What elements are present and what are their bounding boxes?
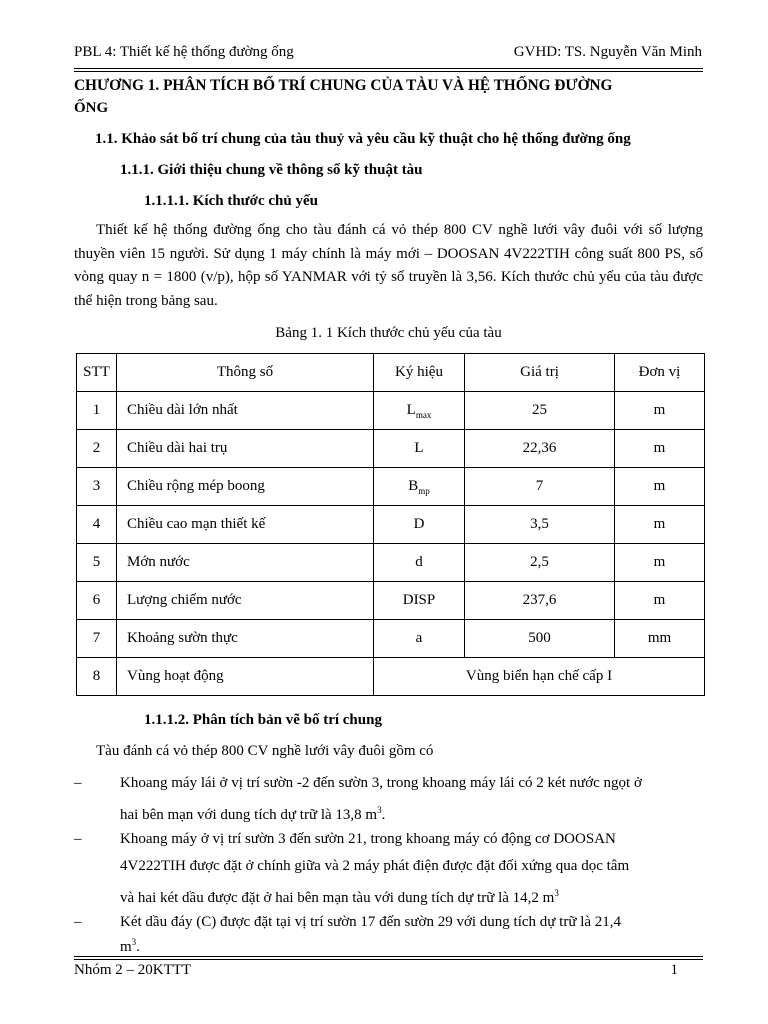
list-dash: – <box>74 831 82 847</box>
stt-cell: 7 <box>77 620 117 658</box>
value-cell: 500 <box>465 620 615 658</box>
list-item-line: Khoang máy ở vị trí sườn 3 đến sườn 21, trong khoang máy có động cơ DOOSAN <box>120 831 616 847</box>
list-item-line-2: 4V222TIH được đặt ở chính giữa và 2 máy phát điện được đặt đối xứng qua dọc tâm <box>120 858 630 874</box>
header-instructor: GVHD: TS. Nguyễn Văn Minh <box>513 44 702 60</box>
list-item <box>74 909 703 963</box>
param-cell: Chiều rộng mép boong <box>117 468 374 506</box>
param-cell: Lượng chiếm nước <box>117 582 374 620</box>
unit-cell: m <box>615 430 705 468</box>
value-cell: 22,36 <box>465 430 615 468</box>
table-caption: Bảng 1. 1 Kích thước chủ yếu của tàu <box>275 325 502 341</box>
list-item-text: và hai két dầu được đặt ở hai bên mạn tàu với dung tích dự trữ là 14,2 m <box>120 890 555 906</box>
section-1-1-1-heading: 1.1.1. Giới thiệu chung về thông số kỹ thuật tàu <box>120 162 423 178</box>
section-1-1-1-1-heading: 1.1.1.1. Kích thước chủ yếu <box>144 193 318 209</box>
table-row <box>77 392 705 430</box>
list-item <box>74 770 703 824</box>
stt-cell: 3 <box>77 468 117 506</box>
chapter-title-line1: CHƯƠNG 1. PHÂN TÍCH BỐ TRÍ CHUNG CỦA TÀU VÀ HỆ THỐNG ĐƯỜNG <box>74 77 613 94</box>
unit-cell: m <box>615 544 705 582</box>
param-cell: Mớn nước <box>117 544 374 582</box>
superscript: 3 <box>131 937 137 947</box>
symbol-subscript: mp <box>418 485 430 496</box>
section-1-1-heading: 1.1. Khảo sát bố trí chung của tàu thuỷ và yêu cầu kỹ thuật cho hệ thống đường ống <box>95 131 631 147</box>
list-item <box>74 826 703 907</box>
layout-intro: Tàu đánh cá vỏ thép 800 CV nghề lưới vây đuôi gồm có <box>96 743 434 759</box>
stt-cell: 2 <box>77 430 117 468</box>
value-cell: 7 <box>465 468 615 506</box>
page-header <box>74 44 702 68</box>
header-course: PBL 4: Thiết kế hệ thống đường ống <box>74 44 294 60</box>
symbol-cell: DISP <box>374 582 465 620</box>
unit-cell: m <box>615 392 705 430</box>
page-number: 1 <box>670 962 678 978</box>
value-cell: 2,5 <box>465 544 615 582</box>
param-cell: Khoảng sườn thực <box>117 620 374 658</box>
unit-cell: m <box>615 582 705 620</box>
stt-cell: 1 <box>77 392 117 430</box>
table-row <box>77 468 705 506</box>
table-row <box>77 620 705 658</box>
symbol-cell <box>374 392 465 430</box>
unit-cell: mm <box>615 620 705 658</box>
param-cell: Chiều dài hai trụ <box>117 430 374 468</box>
header-cell: Thông số <box>117 354 374 392</box>
list-item-line: Két dầu đáy (C) được đặt tại vị trí sườn 17 đến sườn 29 với dung tích dự trữ là 21,4 <box>120 914 622 930</box>
list-dash: – <box>74 914 82 930</box>
list-item-text: hai bên mạn với dung tích dự trữ là 13,8 m <box>120 807 378 823</box>
param-cell: Vùng hoạt động <box>117 658 374 696</box>
value-cell: 237,6 <box>465 582 615 620</box>
dimensions-table <box>76 353 705 696</box>
symbol-cell: a <box>374 620 465 658</box>
header-cell: Ký hiệu <box>374 354 465 392</box>
section-1-1-1-2-heading: 1.1.1.2. Phân tích bản vẽ bố trí chung <box>144 712 382 728</box>
footer-divider <box>74 956 703 957</box>
param-cell: Chiều dài lớn nhất <box>117 392 374 430</box>
header-divider-double <box>74 71 703 72</box>
table-row <box>77 506 705 544</box>
table-row <box>77 430 705 468</box>
list-item-tail: . <box>381 807 386 823</box>
unit-cell: m <box>615 468 705 506</box>
footer-group: Nhóm 2 – 20KTTT <box>74 962 192 978</box>
table-row <box>77 658 705 696</box>
stt-cell: 5 <box>77 544 117 582</box>
table-row <box>77 544 705 582</box>
list-item-line-2 <box>120 797 702 829</box>
header-cell: Giá trị <box>465 354 615 392</box>
table-header-row <box>77 354 705 392</box>
header-divider <box>74 68 703 69</box>
symbol-subscript: max <box>415 409 432 420</box>
stt-cell: 8 <box>77 658 117 696</box>
header-cell: STT <box>77 354 117 392</box>
symbol-text: B <box>408 477 419 494</box>
value-cell: 25 <box>465 392 615 430</box>
header-cell: Đơn vị <box>615 354 705 392</box>
list-item-tail: . <box>136 939 140 955</box>
list-item-line-3 <box>120 880 702 912</box>
list-item-text: m <box>120 939 132 955</box>
symbol-cell: D <box>374 506 465 544</box>
list-dash: – <box>74 775 82 791</box>
footer-divider-double <box>74 959 703 960</box>
stt-cell: 6 <box>77 582 117 620</box>
symbol-cell <box>374 468 465 506</box>
symbol-text: L <box>406 401 416 418</box>
superscript: 3 <box>377 805 382 815</box>
value-cell: 3,5 <box>465 506 615 544</box>
symbol-cell: L <box>374 430 465 468</box>
page-footer <box>74 962 678 979</box>
merged-value-cell: Vùng biển hạn chế cấp I <box>374 658 705 696</box>
table-row <box>77 582 705 620</box>
param-cell: Chiều cao mạn thiết kế <box>117 506 374 544</box>
unit-cell: m <box>615 506 705 544</box>
list-item-line: Khoang máy lái ở vị trí sườn -2 đến sườn 3, trong khoang máy lái có 2 két nước ngọt ở <box>120 775 642 791</box>
superscript: 3 <box>554 888 559 898</box>
stt-cell: 4 <box>77 506 117 544</box>
intro-paragraph: Thiết kế hệ thống đường ống cho tàu đánh cá vỏ thép 800 CV nghề lưới vây đuôi với số lượng thuyền viên 15 người. Sử dụng 1 máy chính là máy mới – DOOSAN 4V222TIH công suất 800 PS, số vòng quay n = 1800 (v/p), hộp số YANMAR với tỷ số truyền là 3,56. Kích thước chủ yếu của tàu được thể hiện trong bảng sau. <box>74 222 703 309</box>
symbol-cell: d <box>374 544 465 582</box>
chapter-title-line2: ỐNG <box>74 100 109 116</box>
